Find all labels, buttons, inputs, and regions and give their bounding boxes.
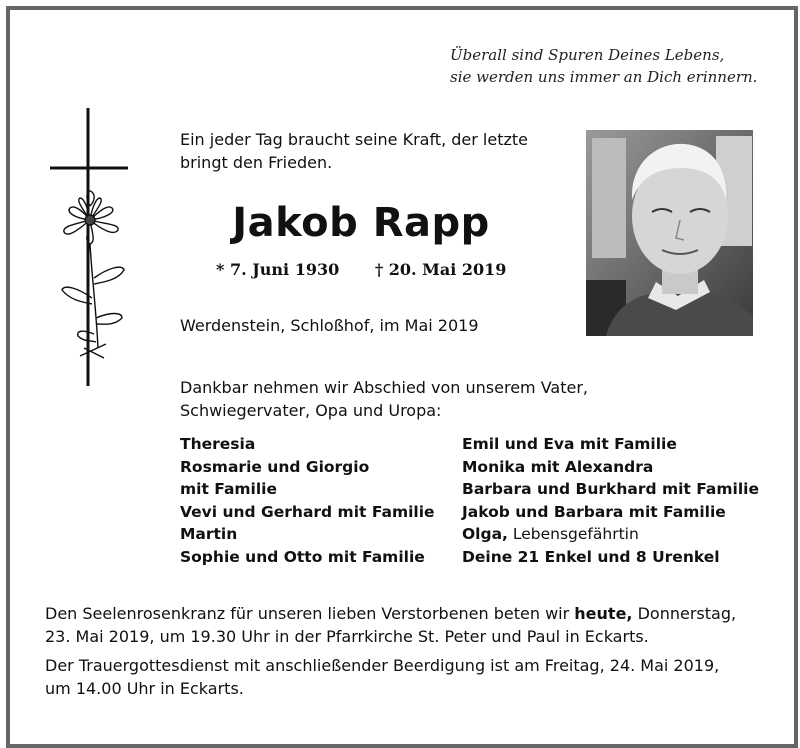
death-date: † 20. Mai 2019: [374, 260, 507, 279]
quote: Ein jeder Tag braucht seine Kraft, der letzte bringt den Frieden.: [180, 130, 528, 172]
mourner-entry: Theresia: [180, 435, 256, 453]
birth-date: * 7. Juni 1930: [216, 260, 340, 279]
life-dates: [216, 260, 536, 279]
partner-name: Olga,: [462, 525, 508, 543]
motto: Überall sind Spuren Deines Lebens, sie werden uns immer an Dich erinnern.: [450, 46, 758, 86]
rosary-notice: Den Seelenrosenkranz für unseren lieben Verstorbenen beten wir heute, Donnerstag, 23. Mai 2019, um 19.30 Uhr in der Pfarrkirche St. Peter und Paul in Eckarts.: [45, 604, 737, 646]
cross-with-edelweiss-icon: [44, 108, 136, 388]
mourner-entry: Jakob und Barbara mit Familie: [462, 502, 726, 521]
place-and-date: Werdenstein, Schloßhof, im Mai 2019: [180, 316, 479, 335]
mourner-entry: Emil und Eva mit Familie: [462, 435, 677, 453]
mourner-entry: Sophie und Otto mit Familie: [180, 547, 425, 566]
mourner-entry: Barbara und Burkhard mit Familie: [462, 480, 759, 498]
partner-role: Lebensgefährtin: [507, 525, 639, 543]
mourner-entry: Vevi und Gerhard mit Familie: [180, 502, 435, 521]
mourners-list-right: [462, 433, 762, 568]
thanks-text: Dankbar nehmen wir Abschied von unserem Vater, Schwiegervater, Opa und Uropa:: [180, 378, 589, 420]
portrait-photo: [586, 130, 753, 336]
mourner-entry: Martin: [180, 525, 238, 543]
mourner-entry: Rosmarie und Giorgio: [180, 457, 370, 476]
mourner-entry: Deine 21 Enkel und 8 Urenkel: [462, 547, 720, 566]
deceased-name: Jakob Rapp: [232, 200, 490, 246]
rosary-day-emphasis: heute,: [574, 604, 633, 623]
mourners-list-left: [180, 433, 450, 568]
funeral-notice: Der Trauergottesdienst mit anschließender Beerdigung ist am Freitag, 24. Mai 2019, um 14.00 Uhr in Eckarts.: [45, 656, 720, 698]
mourner-entry-partner: [462, 523, 762, 546]
mourner-entry: Monika mit Alexandra: [462, 457, 654, 476]
mourner-entry: mit Familie: [180, 480, 278, 498]
